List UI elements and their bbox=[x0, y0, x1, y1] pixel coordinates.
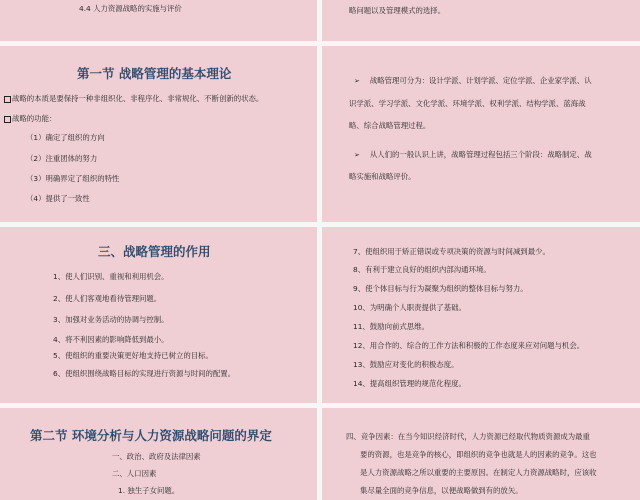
list-item: 一、政治、政府及法律因素 bbox=[112, 452, 201, 461]
intro-paragraph: 战略的本质是要保持一种非组织化、非程序化、非常规化、不断创新的状态。 bbox=[4, 94, 263, 103]
schools-line-3: 略、综合战略管理过程。 bbox=[349, 121, 431, 130]
process-line-2: 略实施和战略评价。 bbox=[349, 172, 416, 181]
slide-panel-strategy-roles-cont bbox=[322, 227, 640, 403]
slide-panel-environment bbox=[0, 408, 317, 500]
list-item: 二、人口因素 bbox=[112, 469, 157, 478]
continued-text: 略问题以及管理模式的选择。 bbox=[349, 6, 446, 15]
section-heading-4-4: 4.4 人力资源战略的实施与评价 bbox=[79, 4, 182, 13]
list-item: 12、用合作的、综合的工作方法和积极的工作态度来应对问题与机会。 bbox=[353, 341, 585, 350]
slide-panel-schools bbox=[322, 46, 640, 222]
competition-line-3: 是人力资源战略之所以重要的主要原因。在制定人力资源战略时，应该收 bbox=[360, 468, 597, 477]
slide-panel-top-left bbox=[0, 0, 317, 41]
slide-panel-strategy-theory bbox=[0, 46, 317, 222]
list-item: （4）提供了一致性 bbox=[26, 194, 90, 203]
list-item: 8、有利于建立良好的组织内部沟通环境。 bbox=[353, 265, 491, 274]
page-title: 第一节 战略管理的基本理论 bbox=[77, 66, 232, 81]
list-item: 14、提高组织管理的规范化程度。 bbox=[353, 379, 466, 388]
competition-line-4: 集尽量全面的竞争信息，以便战略做到有的放矢。 bbox=[360, 486, 523, 495]
list-item: 2、使人们客观地看待管理问题。 bbox=[53, 294, 162, 303]
list-item: 7、使组织用于矫正错误或专项决策的资源与时间减到最少。 bbox=[353, 247, 550, 256]
list-item: 11、鼓励向前式思维。 bbox=[353, 322, 429, 331]
competition-line-1: 四、竞争因素：在当今知识经济时代，人力资源已经取代物质资源成为最重 bbox=[346, 432, 590, 441]
list-item: （2）注重团体的努力 bbox=[26, 154, 98, 163]
square-bullet-icon bbox=[4, 116, 11, 123]
competition-line-2: 要的资源，也是竞争的核心，即组织的竞争也就是人的因素的竞争。这也 bbox=[360, 450, 597, 459]
list-item: 5、使组织的重要决策更好地支持已树立的目标。 bbox=[53, 351, 213, 360]
list-item: 13、鼓励应对变化的积极态度。 bbox=[353, 360, 459, 369]
list-item: 9、使个体目标与行为凝聚为组织的整体目标与努力。 bbox=[353, 284, 528, 293]
list-item: 1、使人们识别、重视和利用机会。 bbox=[53, 272, 169, 281]
list-item: （1）确定了组织的方向 bbox=[26, 133, 105, 142]
arrow-bullet-icon: ➢ bbox=[354, 77, 360, 85]
slide-panel-strategy-roles bbox=[0, 227, 317, 403]
arrow-bullet-icon: ➢ bbox=[354, 151, 360, 159]
list-item: （3）明确界定了组织的特性 bbox=[26, 174, 120, 183]
list-item: 4、将不利因素的影响降低到最小。 bbox=[53, 335, 169, 344]
list-item: 10、为明确个人职责提供了基础。 bbox=[353, 303, 466, 312]
list-item: 6、使组织围绕战略目标的实现进行资源与时间的配置。 bbox=[53, 369, 236, 378]
list-item: 3、加强对业务活动的协调与控制。 bbox=[53, 315, 169, 324]
page-title: 三、战略管理的作用 bbox=[98, 244, 211, 259]
square-bullet-icon bbox=[4, 96, 11, 103]
schools-line-1: ➢ 战略管理可分为：设计学派、计划学派、定位学派、企业家学派、认 bbox=[354, 76, 592, 85]
slide-panel-competition bbox=[322, 408, 640, 500]
page-title: 第二节 环境分析与人力资源战略问题的界定 bbox=[30, 428, 272, 443]
function-label: 战略的功能： bbox=[4, 114, 56, 123]
slide-panel-top-right bbox=[322, 0, 640, 41]
process-line-1: ➢ 从人们的一般认识上讲，战略管理过程包括三个阶段：战略制定、战 bbox=[354, 150, 592, 159]
schools-line-2: 识学派、学习学派、文化学派、环境学派、权利学派、结构学派、蓝海战 bbox=[349, 99, 586, 108]
list-item: 1. 独生子女问题。 bbox=[118, 486, 180, 495]
